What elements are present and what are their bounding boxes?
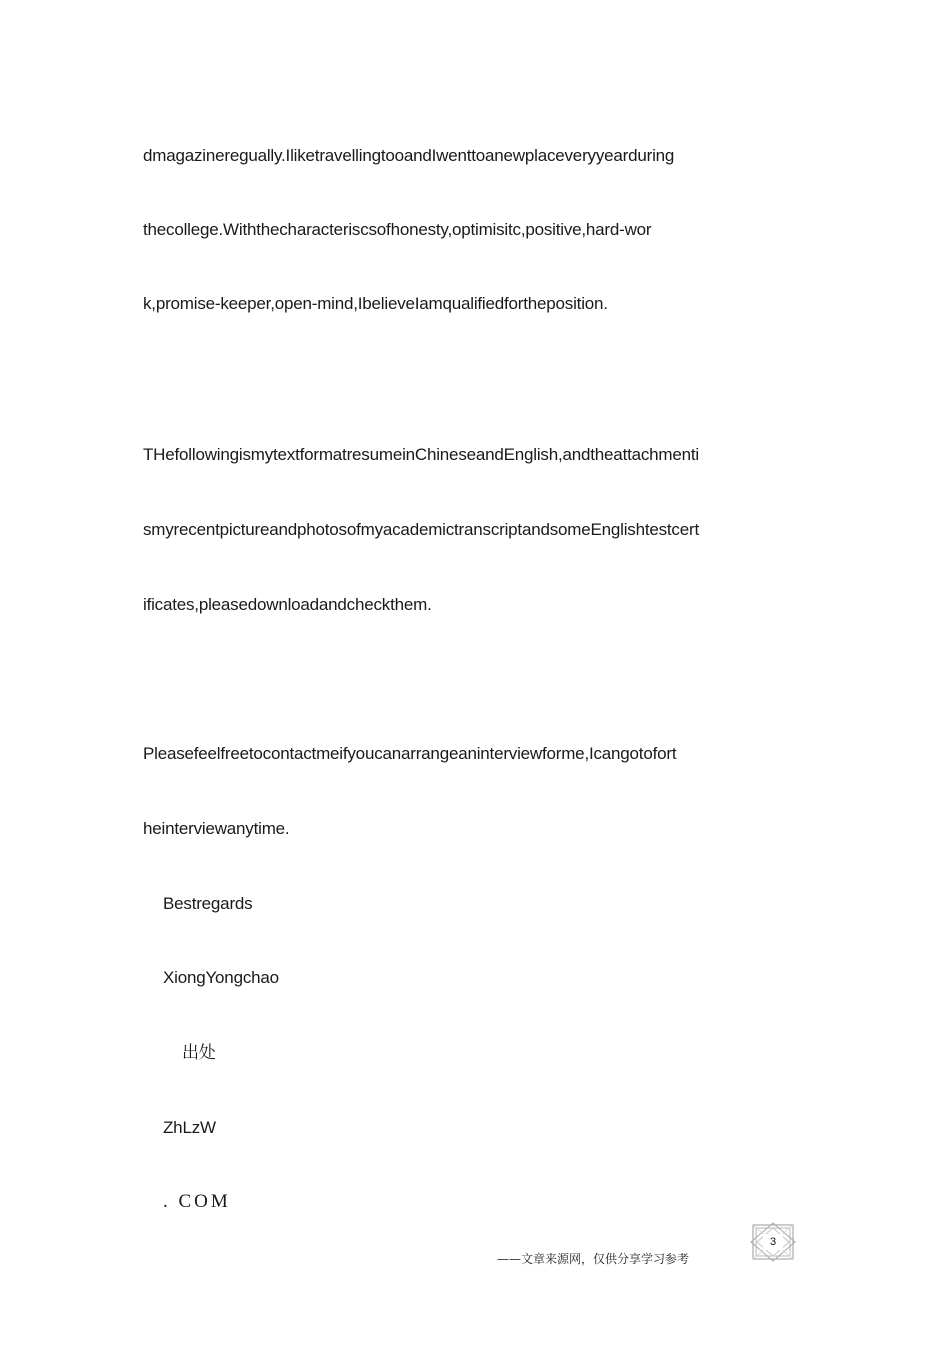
paragraph-2-line-3: ificates,pleasedownloadandcheckthem.: [143, 595, 432, 614]
page-number-badge: [749, 1222, 797, 1262]
source-suffix: . COM: [163, 1191, 231, 1212]
source-label: 出处: [182, 1043, 216, 1063]
paragraph-2-line-2: smyrecentpictureandphotosofmyacademictranscriptandsomeEnglishtestcert: [143, 520, 699, 539]
paragraph-3-line-2: heinterviewanytime.: [143, 819, 290, 838]
paragraph-1-line-2: thecollege.Withthecharacteriscsofhonesty,optimisitc,positive,hard-wor: [143, 220, 652, 239]
page-number: 3: [769, 1236, 777, 1248]
footer-note: ——文章来源网，仅供分享学习参考: [497, 1252, 690, 1266]
paragraph-2-line-1: THefollowingismytextformatresumeinChineseandEnglish,andtheattachmenti: [143, 445, 699, 464]
source-site: ZhLzW: [163, 1118, 216, 1137]
signature-line: XiongYongchao: [163, 968, 279, 987]
paragraph-3-line-1: Pleasefeelfreetocontactmeifyoucanarrangeaninterviewforme,Icangotofort: [143, 744, 677, 763]
paragraph-1-line-1: dmagazineregually.IliketravellingtooandIwenttoanewplaceveryyearduring: [143, 146, 675, 165]
paragraph-1-line-3: k,promise-keeper,open-mind,IbelieveIamqualifiedfortheposition.: [143, 294, 608, 313]
closing-line: Bestregards: [163, 894, 253, 913]
